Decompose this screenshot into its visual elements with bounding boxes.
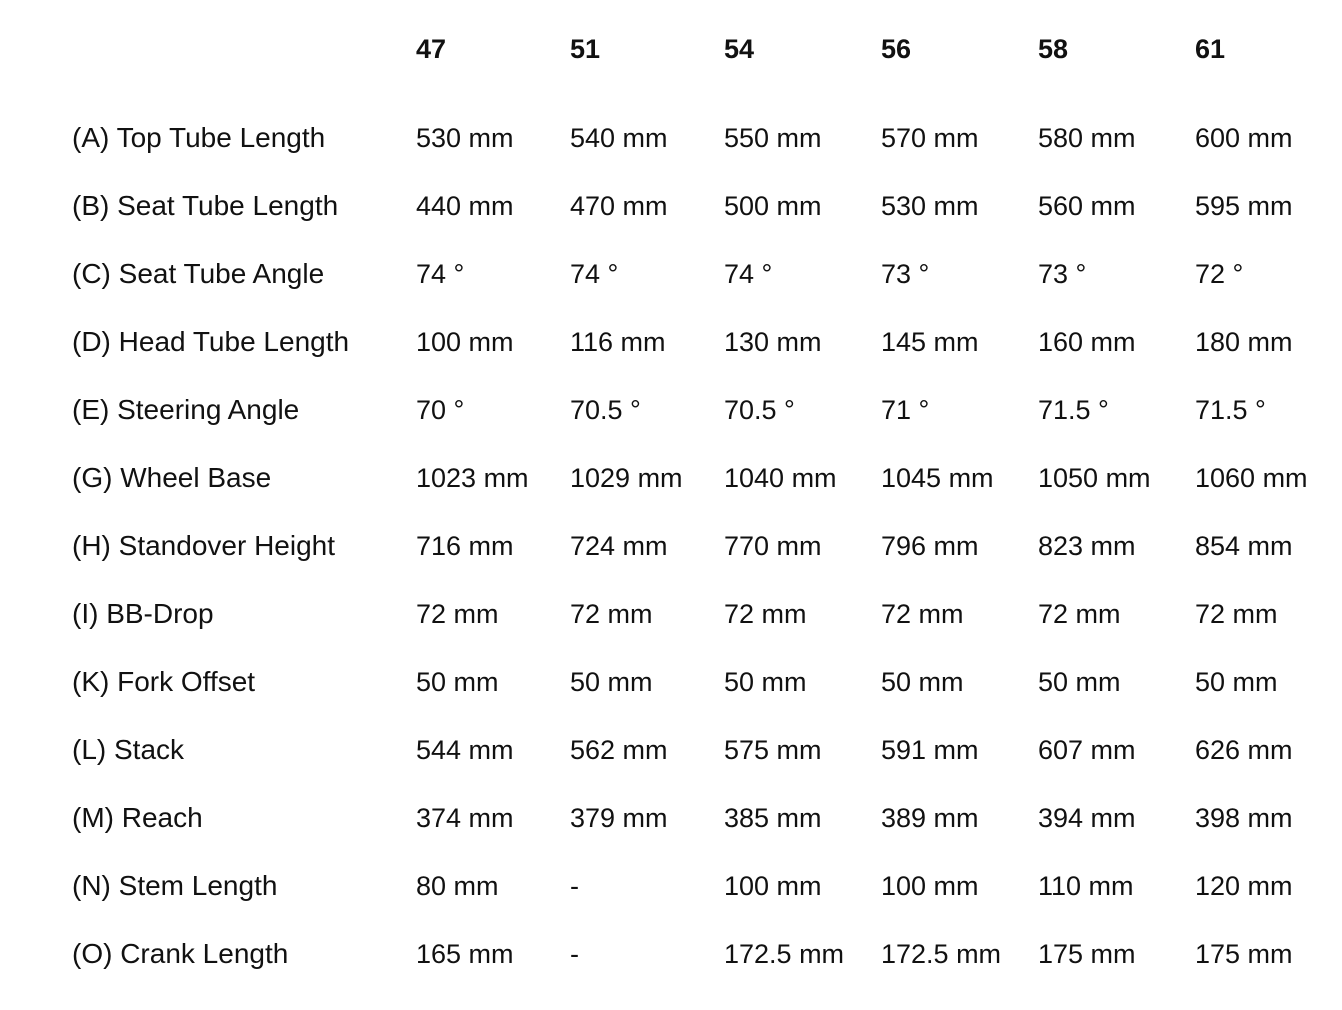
row-label: (L) Stack [72, 734, 185, 765]
value-cell: 470 mm [570, 190, 668, 221]
table-row [72, 240, 1334, 308]
value-cell: 72 mm [1038, 598, 1121, 629]
value-cell: 74 ° [416, 258, 465, 289]
row-label: (C) Seat Tube Angle [72, 258, 325, 289]
table-row [72, 308, 1334, 376]
value-cell: 398 mm [1195, 802, 1293, 833]
table-row [72, 580, 1334, 648]
value-cell: 74 ° [570, 258, 619, 289]
value-cell: 823 mm [1038, 530, 1136, 561]
value-cell: 600 mm [1195, 122, 1293, 153]
row-label: (D) Head Tube Length [72, 326, 350, 357]
value-cell: 71.5 ° [1195, 394, 1266, 425]
value-cell: 70.5 ° [570, 394, 641, 425]
table-row [72, 784, 1334, 852]
value-cell: - [570, 938, 579, 969]
value-cell: 530 mm [881, 190, 979, 221]
value-cell: 100 mm [881, 870, 979, 901]
value-cell: 50 mm [881, 666, 964, 697]
value-cell: 70 ° [416, 394, 465, 425]
value-cell: 50 mm [416, 666, 499, 697]
value-cell: 575 mm [724, 734, 822, 765]
value-cell: 580 mm [1038, 122, 1136, 153]
value-cell: 500 mm [724, 190, 822, 221]
value-cell: 73 ° [1038, 258, 1087, 289]
value-cell: 71.5 ° [1038, 394, 1109, 425]
value-cell: 385 mm [724, 802, 822, 833]
value-cell: 172.5 mm [881, 938, 1002, 969]
value-cell: 1023 mm [416, 462, 529, 493]
value-cell: 570 mm [881, 122, 979, 153]
value-cell: 72 ° [1195, 258, 1244, 289]
value-cell: 379 mm [570, 802, 668, 833]
value-cell: 770 mm [724, 530, 822, 561]
row-label: (K) Fork Offset [72, 666, 256, 697]
value-cell: 100 mm [416, 326, 514, 357]
value-cell: 160 mm [1038, 326, 1136, 357]
table-row [72, 376, 1334, 444]
value-cell: 796 mm [881, 530, 979, 561]
value-cell: 540 mm [570, 122, 668, 153]
value-cell: 145 mm [881, 326, 979, 357]
value-cell: 544 mm [416, 734, 514, 765]
value-cell: 74 ° [724, 258, 773, 289]
value-cell: 120 mm [1195, 870, 1293, 901]
value-cell: 50 mm [570, 666, 653, 697]
value-cell: 100 mm [724, 870, 822, 901]
table-row [72, 444, 1334, 512]
value-cell: 716 mm [416, 530, 514, 561]
value-cell: 854 mm [1195, 530, 1293, 561]
value-cell: 180 mm [1195, 326, 1293, 357]
table-row [72, 104, 1334, 172]
value-cell: 562 mm [570, 734, 668, 765]
row-label: (B) Seat Tube Length [72, 190, 339, 221]
value-cell: 50 mm [1038, 666, 1121, 697]
table-row [72, 920, 1334, 988]
value-cell: 389 mm [881, 802, 979, 833]
value-cell: 175 mm [1195, 938, 1293, 969]
row-label: (M) Reach [72, 802, 203, 833]
table-row [72, 512, 1334, 580]
row-label: (E) Steering Angle [72, 394, 300, 425]
table-row [72, 852, 1334, 920]
value-cell: 72 mm [881, 598, 964, 629]
value-cell: 72 mm [1195, 598, 1278, 629]
value-cell: 175 mm [1038, 938, 1136, 969]
value-cell: 50 mm [724, 666, 807, 697]
row-label: (H) Standover Height [72, 530, 336, 561]
value-cell: 71 ° [881, 394, 930, 425]
value-cell: 550 mm [724, 122, 822, 153]
value-cell: 130 mm [724, 326, 822, 357]
row-label: (O) Crank Length [72, 938, 289, 969]
value-cell: 72 mm [570, 598, 653, 629]
value-cell: 530 mm [416, 122, 514, 153]
value-cell: 72 mm [724, 598, 807, 629]
value-cell: 595 mm [1195, 190, 1293, 221]
table-row [72, 648, 1334, 716]
value-cell: 607 mm [1038, 734, 1136, 765]
value-cell: 70.5 ° [724, 394, 795, 425]
value-cell: - [570, 870, 579, 901]
value-cell: 172.5 mm [724, 938, 845, 969]
size-header: 56 [881, 33, 912, 64]
value-cell: 374 mm [416, 802, 514, 833]
value-cell: 1060 mm [1195, 462, 1308, 493]
value-cell: 1045 mm [881, 462, 994, 493]
row-label: (A) Top Tube Length [72, 122, 326, 153]
value-cell: 440 mm [416, 190, 514, 221]
geometry-table [72, 0, 1334, 988]
value-cell: 591 mm [881, 734, 979, 765]
value-cell: 1040 mm [724, 462, 837, 493]
value-cell: 50 mm [1195, 666, 1278, 697]
row-label: (I) BB-Drop [72, 598, 214, 629]
value-cell: 1050 mm [1038, 462, 1151, 493]
value-cell: 73 ° [881, 258, 930, 289]
value-cell: 626 mm [1195, 734, 1293, 765]
table-row [72, 172, 1334, 240]
size-header-row [72, 24, 1334, 74]
value-cell: 560 mm [1038, 190, 1136, 221]
row-label: (N) Stem Length [72, 870, 278, 901]
row-label: (G) Wheel Base [72, 462, 272, 493]
value-cell: 1029 mm [570, 462, 683, 493]
value-cell: 724 mm [570, 530, 668, 561]
value-cell: 116 mm [570, 326, 666, 357]
size-header: 54 [724, 33, 755, 64]
value-cell: 165 mm [416, 938, 514, 969]
table-row [72, 716, 1334, 784]
value-cell: 110 mm [1038, 870, 1134, 901]
value-cell: 80 mm [416, 870, 499, 901]
table-body [72, 104, 1334, 988]
size-header: 61 [1195, 33, 1226, 64]
size-header: 51 [570, 33, 601, 64]
value-cell: 394 mm [1038, 802, 1136, 833]
value-cell: 72 mm [416, 598, 499, 629]
size-header: 47 [416, 33, 447, 64]
size-header: 58 [1038, 33, 1069, 64]
